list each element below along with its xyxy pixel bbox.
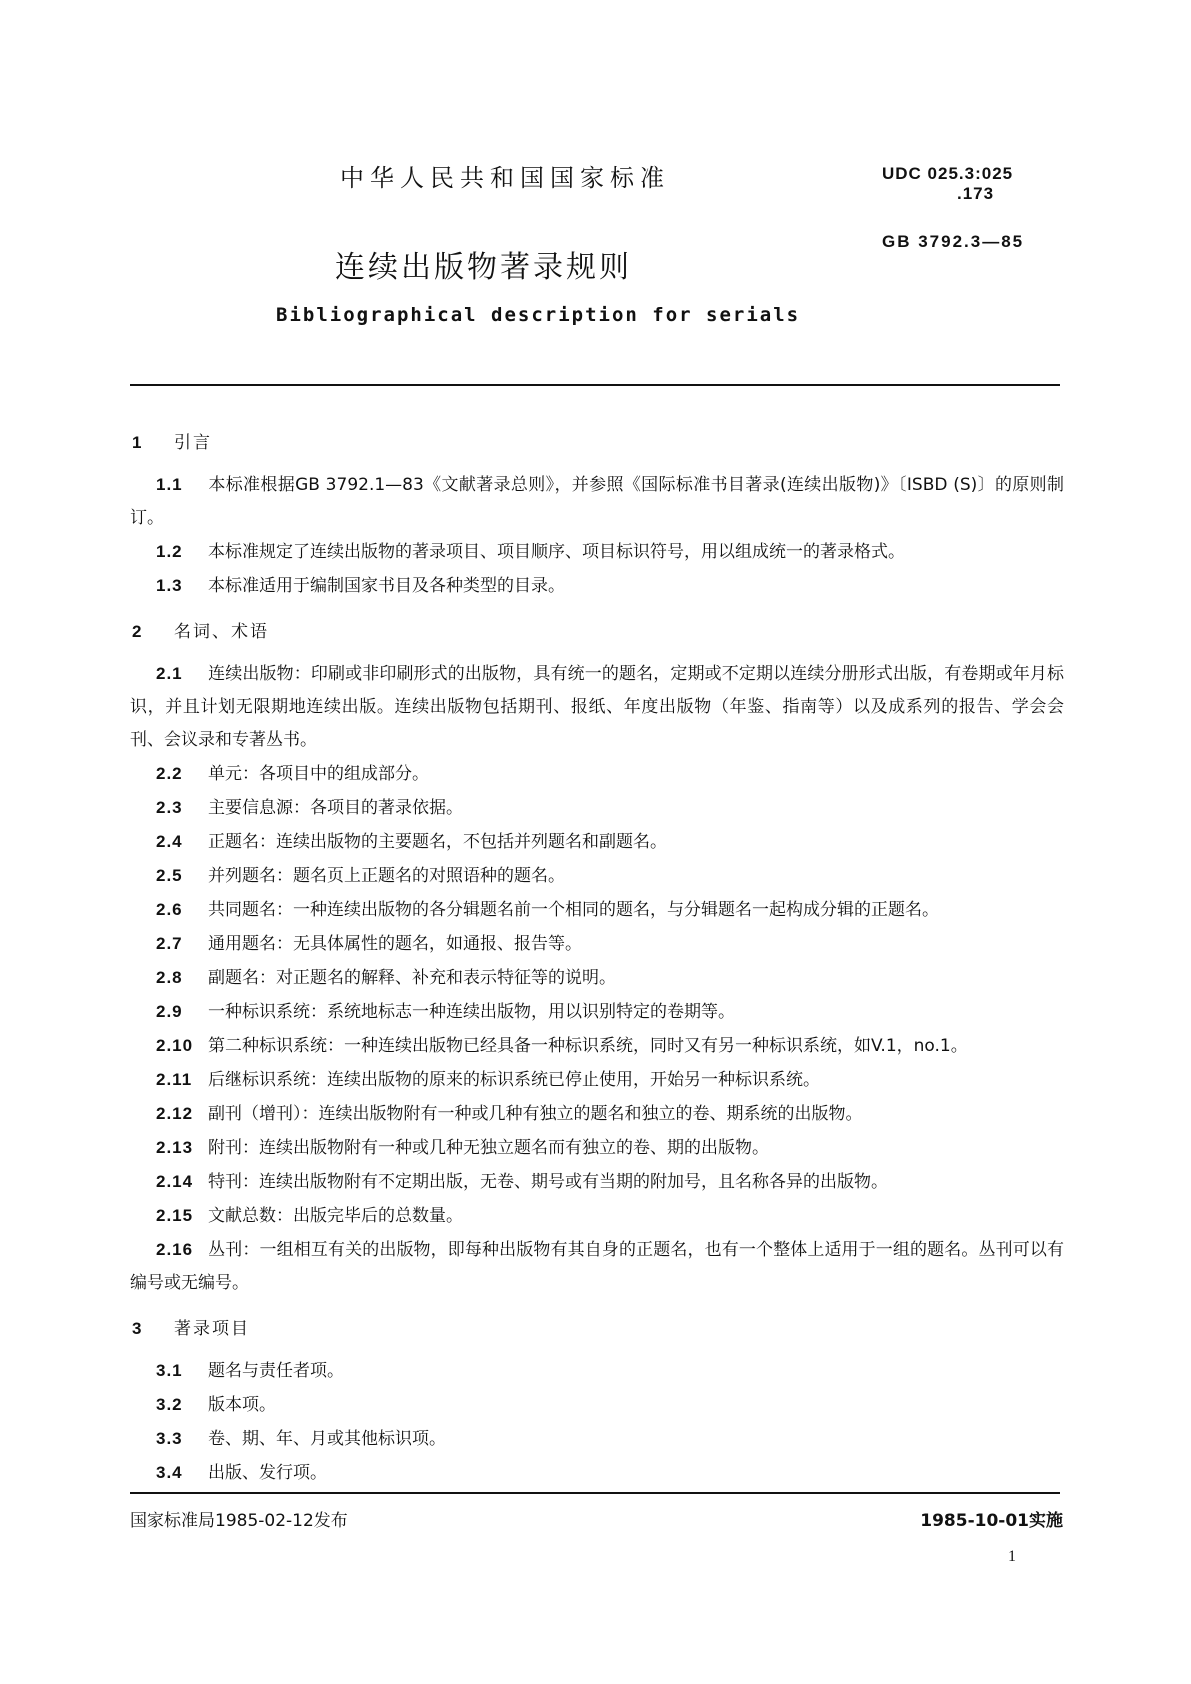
clause — [130, 1131, 1064, 1165]
clause-number: 3.1 — [156, 1361, 183, 1380]
section-title: 著录项目 — [174, 1319, 250, 1339]
clause-text: 本标准适用于编制国家书目及各种类型的目录。 — [208, 576, 565, 596]
clause — [130, 1456, 1064, 1490]
clause-number: 2.6 — [156, 900, 183, 919]
clause-number: 2.9 — [156, 1002, 183, 1021]
clause — [130, 1199, 1064, 1233]
clause-number: 2.11 — [156, 1070, 193, 1089]
header-divider — [130, 384, 1060, 386]
document-title-en: Bibliographical description for serials — [276, 304, 801, 326]
document-body — [130, 428, 1064, 1490]
clause — [130, 657, 1064, 757]
section-title: 引言 — [174, 433, 212, 453]
section-heading — [130, 1314, 1064, 1344]
clause — [130, 893, 1064, 927]
clause-text: 共同题名：一种连续出版物的各分辑题名前一个相同的题名，与分辑题名一起构成分辑的正题名。 — [208, 900, 939, 920]
section-number: 2 — [132, 622, 142, 641]
udc-line2: .173 — [957, 184, 995, 203]
clause — [130, 1422, 1064, 1456]
clause — [130, 859, 1064, 893]
section-number: 3 — [132, 1319, 142, 1338]
clause-text: 丛刊：一组相互有关的出版物，即每种出版物有其自身的正题名，也有一个整体上适用于一组的题名。丛刊可以有编号或无编号。 — [130, 1240, 1064, 1293]
document-title-cn: 连续出版物著录规则 — [335, 250, 632, 285]
clause — [130, 825, 1064, 859]
clause-number: 2.4 — [156, 832, 183, 851]
clause — [130, 1029, 1064, 1063]
clause-number: 3.3 — [156, 1429, 183, 1448]
clause — [130, 757, 1064, 791]
section-heading — [130, 617, 1064, 647]
clause-text: 连续出版物：印刷或非印刷形式的出版物，具有统一的题名，定期或不定期以连续分册形式出版，有卷期或年月标识，并且计划无限期地连续出版。连续出版物包括期刊、报纸、年度出版物（年鉴、指南等）以及成系列的报告、学会会刊、会议录和专著丛书。 — [130, 664, 1064, 750]
clause-number: 2.5 — [156, 866, 183, 885]
clause-text: 版本项。 — [208, 1395, 276, 1415]
clause-number: 1.1 — [156, 475, 183, 494]
clause-number: 2.15 — [156, 1206, 194, 1225]
clause-number: 2.2 — [156, 764, 183, 783]
clause-text: 正题名：连续出版物的主要题名，不包括并列题名和副题名。 — [208, 832, 667, 852]
clause-text: 后继标识系统：连续出版物的原来的标识系统已停止使用，开始另一种标识系统。 — [208, 1070, 820, 1090]
clause-text: 本标准规定了连续出版物的著录项目、项目顺序、项目标识符号，用以组成统一的著录格式。 — [208, 542, 905, 562]
gb-number: GB 3792.3—85 — [882, 232, 1025, 251]
clause-number: 3.4 — [156, 1463, 183, 1482]
clause-text: 卷、期、年、月或其他标识项。 — [208, 1429, 446, 1449]
udc-line1: UDC 025.3:025 — [882, 164, 1014, 183]
clause — [130, 791, 1064, 825]
clause-text: 附刊：连续出版物附有一种或几种无独立题名而有独立的卷、期的出版物。 — [208, 1138, 769, 1158]
clause-text: 单元：各项目中的组成部分。 — [208, 764, 429, 784]
clause-text: 副刊（增刊）：连续出版物附有一种或几种有独立的题名和独立的卷、期系统的出版物。 — [208, 1104, 863, 1124]
clause-text: 出版、发行项。 — [208, 1463, 327, 1483]
clause — [130, 1063, 1064, 1097]
clause-number: 1.3 — [156, 576, 183, 595]
clause-number: 1.2 — [156, 542, 183, 561]
clause-text: 通用题名：无具体属性的题名，如通报、报告等。 — [208, 934, 582, 954]
footer-divider — [130, 1492, 1060, 1494]
clause — [130, 569, 1064, 603]
clause-number: 2.13 — [156, 1138, 194, 1157]
clause-number: 2.14 — [156, 1172, 194, 1191]
clause-text: 副题名：对正题名的解释、补充和表示特征等的说明。 — [208, 968, 616, 988]
clause-number: 3.2 — [156, 1395, 183, 1414]
effective-date: 1985-10-01实施 — [920, 1511, 1063, 1531]
page-number: 1 — [1008, 1548, 1016, 1565]
clause — [130, 535, 1064, 569]
standard-name: 中华人民共和国国家标准 — [340, 164, 670, 192]
clause-text: 主要信息源：各项目的著录依据。 — [208, 798, 463, 818]
udc-code — [882, 164, 1013, 204]
clause — [130, 995, 1064, 1029]
clause — [130, 927, 1064, 961]
clause — [130, 468, 1064, 535]
clause — [130, 961, 1064, 995]
clause-number: 2.12 — [156, 1104, 194, 1123]
clause-number: 2.1 — [156, 664, 183, 683]
section-heading — [130, 428, 1064, 458]
section-title: 名词、术语 — [174, 622, 269, 642]
clause — [130, 1097, 1064, 1131]
section-number: 1 — [132, 433, 142, 452]
clause-text: 题名与责任者项。 — [208, 1361, 344, 1381]
issue-date: 国家标准局1985-02-12发布 — [130, 1511, 348, 1531]
clause-text: 并列题名：题名页上正题名的对照语种的题名。 — [208, 866, 565, 886]
clause-text: 一种标识系统：系统地标志一种连续出版物，用以识别特定的卷期等。 — [208, 1002, 735, 1022]
clause — [130, 1233, 1064, 1300]
clause-number: 2.16 — [156, 1240, 194, 1259]
clause-number: 2.7 — [156, 934, 183, 953]
clause-text: 第二种标识系统：一种连续出版物已经具备一种标识系统，同时又有另一种标识系统，如V.1，no.1。 — [208, 1036, 968, 1056]
clause-text: 特刊：连续出版物附有不定期出版，无卷、期号或有当期的附加号，且名称各异的出版物。 — [208, 1172, 888, 1192]
clause-text: 本标准根据GB 3792.1—83《文献著录总则》，并参照《国际标准书目著录(连续出版物)》〔ISBD (S)〕的原则制订。 — [130, 475, 1064, 528]
clause — [130, 1388, 1064, 1422]
clause — [130, 1165, 1064, 1199]
clause-text: 文献总数：出版完毕后的总数量。 — [208, 1206, 463, 1226]
clause-number: 2.10 — [156, 1036, 194, 1055]
clause-number: 2.8 — [156, 968, 183, 987]
clause-number: 2.3 — [156, 798, 183, 817]
clause — [130, 1354, 1064, 1388]
